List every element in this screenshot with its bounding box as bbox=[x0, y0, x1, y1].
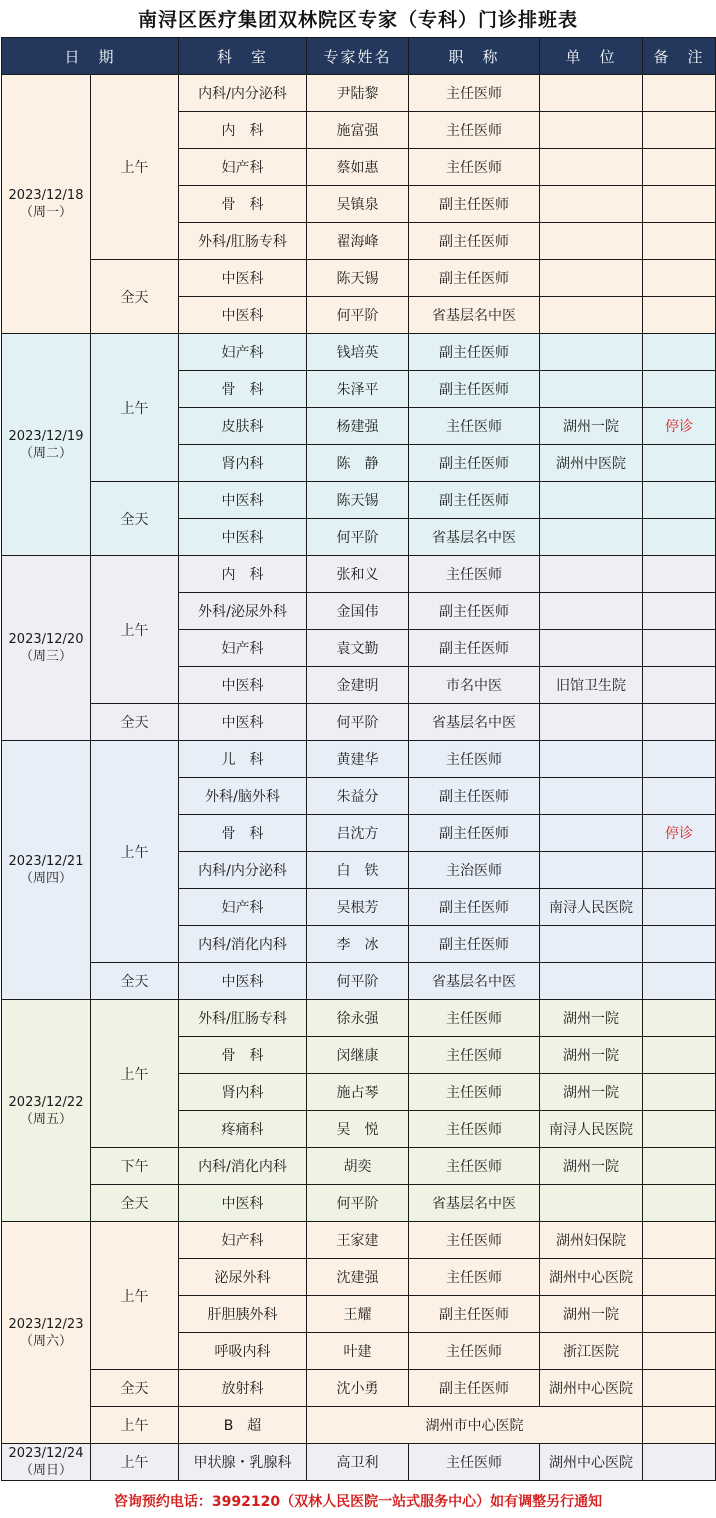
rank-cell: 副主任医师 bbox=[409, 593, 540, 630]
note-cell bbox=[643, 1074, 716, 1111]
department-cell: 妇产科 bbox=[179, 889, 307, 926]
unit-cell bbox=[540, 186, 643, 223]
department-cell: 肾内科 bbox=[179, 445, 307, 482]
table-row bbox=[2, 482, 716, 519]
unit-cell bbox=[540, 334, 643, 371]
note-cell bbox=[643, 445, 716, 482]
expert-cell: 沈建强 bbox=[307, 1259, 409, 1296]
note-cell bbox=[643, 1444, 716, 1481]
table-row bbox=[2, 556, 716, 593]
rank-cell: 主任医师 bbox=[409, 556, 540, 593]
note-cell bbox=[643, 1296, 716, 1333]
unit-cell bbox=[540, 778, 643, 815]
note-cell bbox=[643, 963, 716, 1000]
unit-cell: 湖州中医院 bbox=[540, 445, 643, 482]
department-cell: 中医科 bbox=[179, 667, 307, 704]
unit-cell: 湖州一院 bbox=[540, 408, 643, 445]
expert-cell: 闵继康 bbox=[307, 1037, 409, 1074]
header-date: 日 期 bbox=[2, 38, 179, 75]
note-cell bbox=[643, 371, 716, 408]
rank-cell: 主任医师 bbox=[409, 1000, 540, 1037]
note-cell bbox=[643, 1037, 716, 1074]
table-row bbox=[2, 334, 716, 371]
unit-cell: 旧馆卫生院 bbox=[540, 667, 643, 704]
unit-cell bbox=[540, 926, 643, 963]
department-cell: 内 科 bbox=[179, 556, 307, 593]
unit-cell bbox=[540, 297, 643, 334]
department-cell: 甲状腺・乳腺科 bbox=[179, 1444, 307, 1481]
date-text: 2023/12/24 bbox=[8, 1446, 84, 1461]
date-text: 2023/12/21 bbox=[8, 854, 84, 869]
department-cell: 骨 科 bbox=[179, 186, 307, 223]
rank-cell: 市名中医 bbox=[409, 667, 540, 704]
note-cell bbox=[643, 1259, 716, 1296]
unit-cell bbox=[540, 519, 643, 556]
note-cell bbox=[643, 852, 716, 889]
department-cell: 外科/脑外科 bbox=[179, 778, 307, 815]
department-cell: 妇产科 bbox=[179, 630, 307, 667]
period-cell: 上午 bbox=[91, 741, 179, 963]
unit-cell: 南浔人民医院 bbox=[540, 889, 643, 926]
unit-cell: 南浔人民医院 bbox=[540, 1111, 643, 1148]
note-cell bbox=[643, 482, 716, 519]
expert-cell: 王耀 bbox=[307, 1296, 409, 1333]
rank-cell: 副主任医师 bbox=[409, 445, 540, 482]
period-cell: 上午 bbox=[91, 1222, 179, 1370]
expert-cell: 陈天锡 bbox=[307, 260, 409, 297]
note-cell bbox=[643, 149, 716, 186]
expert-cell: 蔡如惠 bbox=[307, 149, 409, 186]
note-cell bbox=[643, 556, 716, 593]
department-cell: 肝胆胰外科 bbox=[179, 1296, 307, 1333]
department-cell: 中医科 bbox=[179, 519, 307, 556]
date-cell bbox=[2, 334, 91, 556]
rank-cell: 副主任医师 bbox=[409, 260, 540, 297]
note-cell bbox=[643, 1185, 716, 1222]
department-cell: 中医科 bbox=[179, 1185, 307, 1222]
rank-cell: 副主任医师 bbox=[409, 1296, 540, 1333]
expert-cell: 胡奕 bbox=[307, 1148, 409, 1185]
schedule-table bbox=[1, 37, 716, 1481]
expert-cell: 王家建 bbox=[307, 1222, 409, 1259]
unit-cell bbox=[540, 1185, 643, 1222]
unit-cell bbox=[540, 149, 643, 186]
period-cell: 上午 bbox=[91, 334, 179, 482]
rank-cell: 省基层名中医 bbox=[409, 1185, 540, 1222]
unit-cell bbox=[540, 556, 643, 593]
unit-cell bbox=[540, 482, 643, 519]
expert-cell: 朱泽平 bbox=[307, 371, 409, 408]
note-cell bbox=[643, 112, 716, 149]
expert-cell: 高卫利 bbox=[307, 1444, 409, 1481]
note-cell bbox=[643, 704, 716, 741]
table-row bbox=[2, 704, 716, 741]
unit-cell bbox=[540, 260, 643, 297]
note-cell bbox=[643, 260, 716, 297]
department-cell: 中医科 bbox=[179, 297, 307, 334]
note-cell bbox=[643, 297, 716, 334]
department-cell: 放射科 bbox=[179, 1370, 307, 1407]
rank-cell: 主任医师 bbox=[409, 408, 540, 445]
period-cell: 上午 bbox=[91, 75, 179, 260]
expert-cell: 钱培英 bbox=[307, 334, 409, 371]
note-cell bbox=[643, 75, 716, 112]
rank-cell: 副主任医师 bbox=[409, 926, 540, 963]
note-cell bbox=[643, 334, 716, 371]
expert-cell: 施富强 bbox=[307, 112, 409, 149]
unit-cell bbox=[540, 112, 643, 149]
unit-cell: 湖州中心医院 bbox=[540, 1259, 643, 1296]
department-cell: 内科/消化内科 bbox=[179, 926, 307, 963]
department-cell: 中医科 bbox=[179, 963, 307, 1000]
note-cell bbox=[643, 741, 716, 778]
unit-cell bbox=[540, 223, 643, 260]
table-row bbox=[2, 1407, 716, 1444]
rank-cell: 省基层名中医 bbox=[409, 519, 540, 556]
unit-cell: 湖州中心医院 bbox=[540, 1370, 643, 1407]
header-department: 科 室 bbox=[179, 38, 307, 75]
rank-cell: 主任医师 bbox=[409, 1074, 540, 1111]
unit-cell: 湖州一院 bbox=[540, 1000, 643, 1037]
expert-cell: 陈 静 bbox=[307, 445, 409, 482]
table-row bbox=[2, 1444, 716, 1481]
expert-cell: 朱益分 bbox=[307, 778, 409, 815]
header-note: 备 注 bbox=[643, 38, 716, 75]
expert-cell: 何平阶 bbox=[307, 1185, 409, 1222]
expert-cell: 何平阶 bbox=[307, 297, 409, 334]
date-text: 2023/12/19 bbox=[8, 428, 84, 444]
department-cell: 妇产科 bbox=[179, 1222, 307, 1259]
department-cell: 内科/内分泌科 bbox=[179, 852, 307, 889]
unit-cell: 湖州中心医院 bbox=[540, 1444, 643, 1481]
expert-cell: 张和义 bbox=[307, 556, 409, 593]
expert-cell: 施占琴 bbox=[307, 1074, 409, 1111]
date-cell bbox=[2, 1000, 91, 1222]
rank-cell: 主任医师 bbox=[409, 1037, 540, 1074]
expert-cell: 黄建华 bbox=[307, 741, 409, 778]
department-cell: 内科/消化内科 bbox=[179, 1148, 307, 1185]
rank-cell: 副主任医师 bbox=[409, 778, 540, 815]
rank-cell: 副主任医师 bbox=[409, 1370, 540, 1407]
rank-cell: 主任医师 bbox=[409, 1333, 540, 1370]
expert-cell: 吴根芳 bbox=[307, 889, 409, 926]
note-cell bbox=[643, 926, 716, 963]
date-text: 2023/12/18 bbox=[8, 188, 84, 203]
date-cell bbox=[2, 556, 91, 741]
expert-cell: 吕沈方 bbox=[307, 815, 409, 852]
date-text: 2023/12/20 bbox=[8, 632, 84, 647]
department-cell: 内 科 bbox=[179, 112, 307, 149]
rank-cell: 副主任医师 bbox=[409, 889, 540, 926]
weekday-text: （周五） bbox=[19, 1111, 72, 1127]
unit-cell: 湖州一院 bbox=[540, 1296, 643, 1333]
department-cell: 骨 科 bbox=[179, 371, 307, 408]
table-row bbox=[2, 1000, 716, 1037]
period-cell: 下午 bbox=[91, 1148, 179, 1185]
department-cell: 皮肤科 bbox=[179, 408, 307, 445]
rank-cell: 主任医师 bbox=[409, 1222, 540, 1259]
department-cell: 泌尿外科 bbox=[179, 1259, 307, 1296]
expert-cell: 叶建 bbox=[307, 1333, 409, 1370]
expert-cell: 沈小勇 bbox=[307, 1370, 409, 1407]
table-row bbox=[2, 260, 716, 297]
expert-cell: 李 冰 bbox=[307, 926, 409, 963]
unit-cell bbox=[540, 704, 643, 741]
date-cell bbox=[2, 75, 91, 334]
table-row bbox=[2, 1185, 716, 1222]
expert-cell: 何平阶 bbox=[307, 704, 409, 741]
note-cell bbox=[643, 889, 716, 926]
department-cell: 骨 科 bbox=[179, 1037, 307, 1074]
weekday-text: （周四） bbox=[19, 871, 72, 886]
note-cell bbox=[643, 1000, 716, 1037]
rank-cell: 副主任医师 bbox=[409, 186, 540, 223]
expert-cell: 何平阶 bbox=[307, 963, 409, 1000]
department-cell: B 超 bbox=[179, 1407, 307, 1444]
date-text: 2023/12/23 bbox=[8, 1316, 84, 1332]
note-cell bbox=[643, 593, 716, 630]
weekday-text: （周六） bbox=[19, 1333, 72, 1349]
period-cell: 全天 bbox=[91, 260, 179, 334]
expert-cell: 吴 悦 bbox=[307, 1111, 409, 1148]
weekday-text: （周一） bbox=[19, 205, 72, 220]
table-row bbox=[2, 75, 716, 112]
date-cell bbox=[2, 741, 91, 1000]
department-cell: 呼吸内科 bbox=[179, 1333, 307, 1370]
rank-cell: 省基层名中医 bbox=[409, 963, 540, 1000]
expert-cell: 徐永强 bbox=[307, 1000, 409, 1037]
department-cell: 中医科 bbox=[179, 482, 307, 519]
unit-cell bbox=[540, 371, 643, 408]
unit-cell: 浙江医院 bbox=[540, 1333, 643, 1370]
note-cell bbox=[643, 667, 716, 704]
weekday-text: （周二） bbox=[19, 445, 72, 461]
rank-cell: 副主任医师 bbox=[409, 223, 540, 260]
department-cell: 内科/内分泌科 bbox=[179, 75, 307, 112]
period-cell: 全天 bbox=[91, 482, 179, 556]
period-cell: 上午 bbox=[91, 556, 179, 704]
rank-cell: 省基层名中医 bbox=[409, 704, 540, 741]
table-row bbox=[2, 1370, 716, 1407]
unit-cell bbox=[540, 815, 643, 852]
period-cell: 全天 bbox=[91, 1370, 179, 1407]
department-cell: 中医科 bbox=[179, 260, 307, 297]
note-cell: 停诊 bbox=[643, 408, 716, 445]
date-cell bbox=[2, 1444, 91, 1481]
expert-cell: 袁文勤 bbox=[307, 630, 409, 667]
period-cell: 上午 bbox=[91, 1000, 179, 1148]
note-cell bbox=[643, 1333, 716, 1370]
note-cell bbox=[643, 778, 716, 815]
table-row bbox=[2, 963, 716, 1000]
weekday-text: （周三） bbox=[19, 649, 72, 664]
department-cell: 外科/肛肠专科 bbox=[179, 1000, 307, 1037]
expert-cell: 白 铁 bbox=[307, 852, 409, 889]
rank-cell: 主任医师 bbox=[409, 1259, 540, 1296]
unit-cell bbox=[540, 963, 643, 1000]
header-row bbox=[2, 38, 716, 75]
period-cell: 全天 bbox=[91, 963, 179, 1000]
rank-cell: 主任医师 bbox=[409, 112, 540, 149]
expert-cell: 杨建强 bbox=[307, 408, 409, 445]
rank-cell: 副主任医师 bbox=[409, 630, 540, 667]
note-cell: 停诊 bbox=[643, 815, 716, 852]
rank-cell: 主任医师 bbox=[409, 75, 540, 112]
unit-cell bbox=[540, 630, 643, 667]
period-cell: 上午 bbox=[91, 1407, 179, 1444]
rank-cell: 副主任医师 bbox=[409, 371, 540, 408]
period-cell: 全天 bbox=[91, 1185, 179, 1222]
unit-cell bbox=[540, 593, 643, 630]
department-cell: 疼痛科 bbox=[179, 1111, 307, 1148]
unit-cell: 湖州妇保院 bbox=[540, 1222, 643, 1259]
rank-cell: 主任医师 bbox=[409, 741, 540, 778]
unit-cell: 湖州市中心医院 bbox=[307, 1407, 643, 1444]
department-cell: 骨 科 bbox=[179, 815, 307, 852]
department-cell: 外科/泌尿外科 bbox=[179, 593, 307, 630]
expert-cell: 何平阶 bbox=[307, 519, 409, 556]
unit-cell: 湖州一院 bbox=[540, 1148, 643, 1185]
department-cell: 妇产科 bbox=[179, 334, 307, 371]
expert-cell: 翟海峰 bbox=[307, 223, 409, 260]
unit-cell bbox=[540, 741, 643, 778]
rank-cell: 主任医师 bbox=[409, 149, 540, 186]
note-cell bbox=[643, 1222, 716, 1259]
expert-cell: 陈天锡 bbox=[307, 482, 409, 519]
weekday-text: （周日） bbox=[19, 1463, 72, 1478]
rank-cell: 主任医师 bbox=[409, 1444, 540, 1481]
rank-cell: 副主任医师 bbox=[409, 815, 540, 852]
header-rank: 职 称 bbox=[409, 38, 540, 75]
note-cell bbox=[643, 1407, 716, 1444]
table-row bbox=[2, 1222, 716, 1259]
expert-cell: 尹陆黎 bbox=[307, 75, 409, 112]
date-text: 2023/12/22 bbox=[8, 1094, 84, 1110]
header-expert: 专家姓名 bbox=[307, 38, 409, 75]
department-cell: 中医科 bbox=[179, 704, 307, 741]
expert-cell: 金国伟 bbox=[307, 593, 409, 630]
rank-cell: 省基层名中医 bbox=[409, 297, 540, 334]
rank-cell: 主任医师 bbox=[409, 1111, 540, 1148]
department-cell: 妇产科 bbox=[179, 149, 307, 186]
rank-cell: 副主任医师 bbox=[409, 482, 540, 519]
rank-cell: 主治医师 bbox=[409, 852, 540, 889]
expert-cell: 吴镇泉 bbox=[307, 186, 409, 223]
unit-cell bbox=[540, 852, 643, 889]
note-cell bbox=[643, 1370, 716, 1407]
rank-cell: 主任医师 bbox=[409, 1148, 540, 1185]
note-cell bbox=[643, 186, 716, 223]
unit-cell: 湖州一院 bbox=[540, 1074, 643, 1111]
department-cell: 肾内科 bbox=[179, 1074, 307, 1111]
date-cell bbox=[2, 1222, 91, 1444]
unit-cell bbox=[540, 75, 643, 112]
note-cell bbox=[643, 1111, 716, 1148]
department-cell: 外科/肛肠专科 bbox=[179, 223, 307, 260]
unit-cell: 湖州一院 bbox=[540, 1037, 643, 1074]
note-cell bbox=[643, 223, 716, 260]
expert-cell: 金建明 bbox=[307, 667, 409, 704]
note-cell bbox=[643, 519, 716, 556]
table-row bbox=[2, 741, 716, 778]
period-cell: 全天 bbox=[91, 704, 179, 741]
note-cell bbox=[643, 630, 716, 667]
department-cell: 儿 科 bbox=[179, 741, 307, 778]
rank-cell: 副主任医师 bbox=[409, 334, 540, 371]
period-cell: 上午 bbox=[91, 1444, 179, 1481]
footer-notice: 咨询预约电话：3992120（双林人民医院一站式服务中心）如有调整另行通知 bbox=[113, 1493, 603, 1510]
table-row bbox=[2, 1148, 716, 1185]
header-unit: 单 位 bbox=[540, 38, 643, 75]
note-cell bbox=[643, 1148, 716, 1185]
page-title: 南浔区医疗集团双林院区专家（专科）门诊排班表 bbox=[137, 9, 578, 31]
